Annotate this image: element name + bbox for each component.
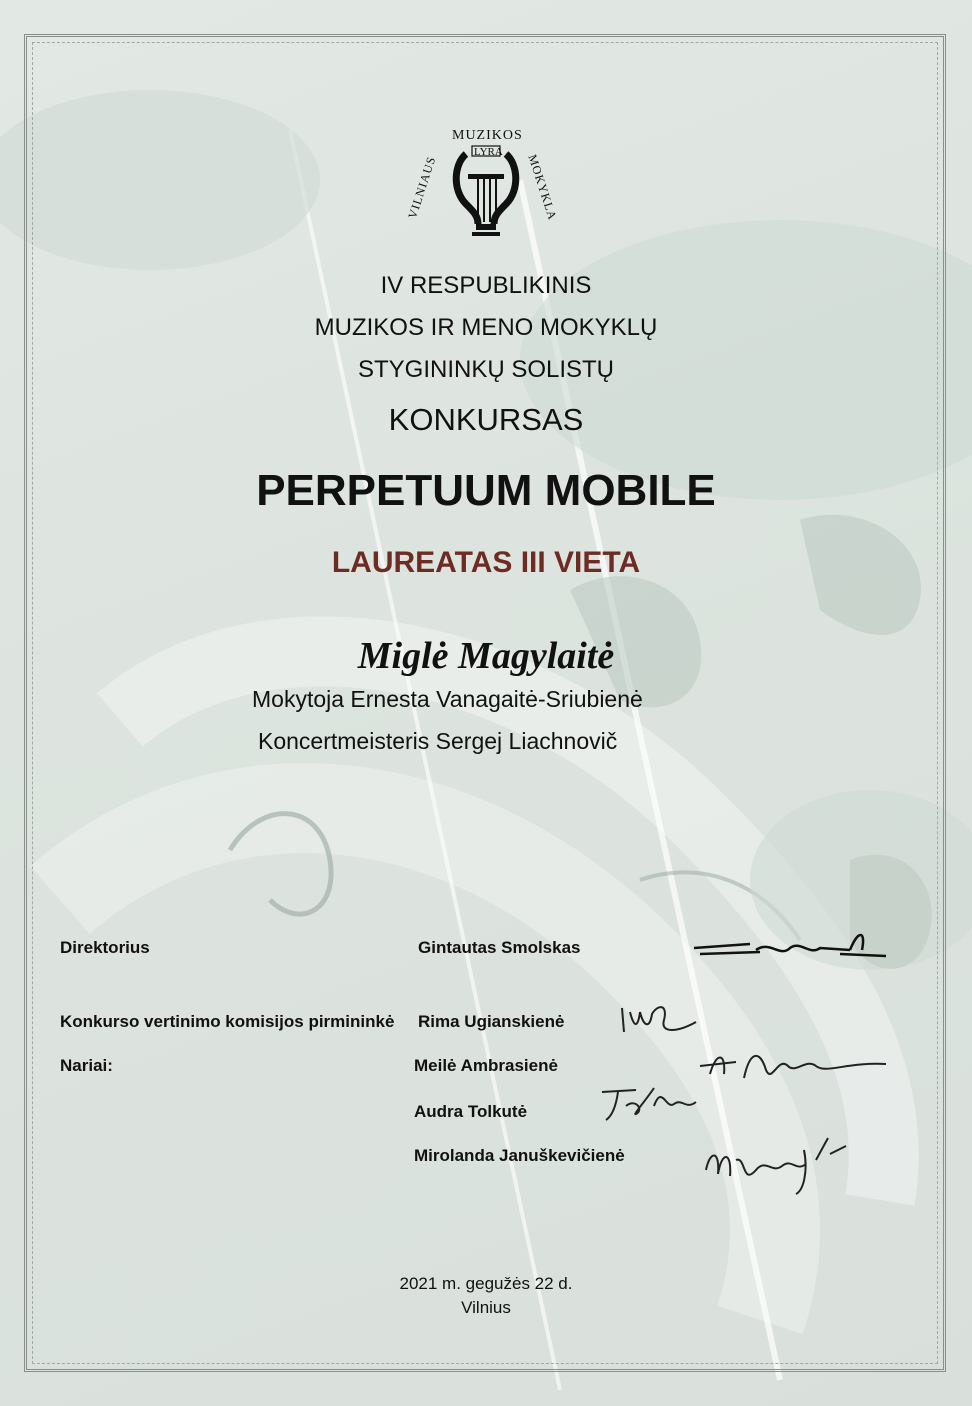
competition-title: PERPETUUM MOBILE	[256, 466, 716, 515]
member-3-signature	[696, 1130, 856, 1200]
accompanist-line: Koncertmeisteris Sergej Liachnovič	[258, 728, 618, 754]
chair-label: Konkurso vertinimo komisijos pirmininkė	[60, 1012, 395, 1031]
director-signature	[690, 920, 890, 970]
member-2-name: Audra Tolkutė	[414, 1102, 528, 1121]
heading-line-2: MUZIKOS IR MENO MOKYKLŲ	[314, 314, 658, 341]
member-1-name: Meilė Ambrasienė	[414, 1056, 558, 1075]
member-1-signature	[696, 1044, 892, 1096]
issue-city: Vilnius	[461, 1298, 511, 1317]
school-logo	[405, 120, 560, 252]
recipient-name: Miglė Magylaitė	[357, 635, 615, 677]
members-label: Nariai:	[60, 1056, 113, 1075]
issue-date: 2021 m. gegužės 22 d.	[399, 1274, 573, 1293]
director-label: Direktorius	[60, 938, 150, 957]
heading-line-1: IV RESPUBLIKINIS	[380, 272, 592, 299]
director-name: Gintautas Smolskas	[418, 938, 581, 957]
heading-line-3: STYGININKŲ SOLISTŲ	[357, 356, 615, 383]
logo-text-right: MOKYKLA	[525, 152, 560, 223]
logo-text-top: MUZIKOS	[452, 128, 523, 143]
member-2-signature	[596, 1080, 706, 1126]
teacher-line: Mokytoja Ernesta Vanagaitė-Sriubienė	[252, 686, 643, 712]
logo-text-center: LYRA	[474, 146, 503, 158]
chair-name: Rima Ugianskienė	[418, 1012, 565, 1031]
member-3-name: Mirolanda Januškevičienė	[414, 1146, 625, 1165]
award-title: LAUREATAS III VIETA	[331, 546, 641, 579]
chair-signature	[616, 998, 706, 1044]
logo-text-left: VILNIAUS	[405, 154, 439, 221]
heading-line-4: KONKURSAS	[388, 402, 584, 437]
